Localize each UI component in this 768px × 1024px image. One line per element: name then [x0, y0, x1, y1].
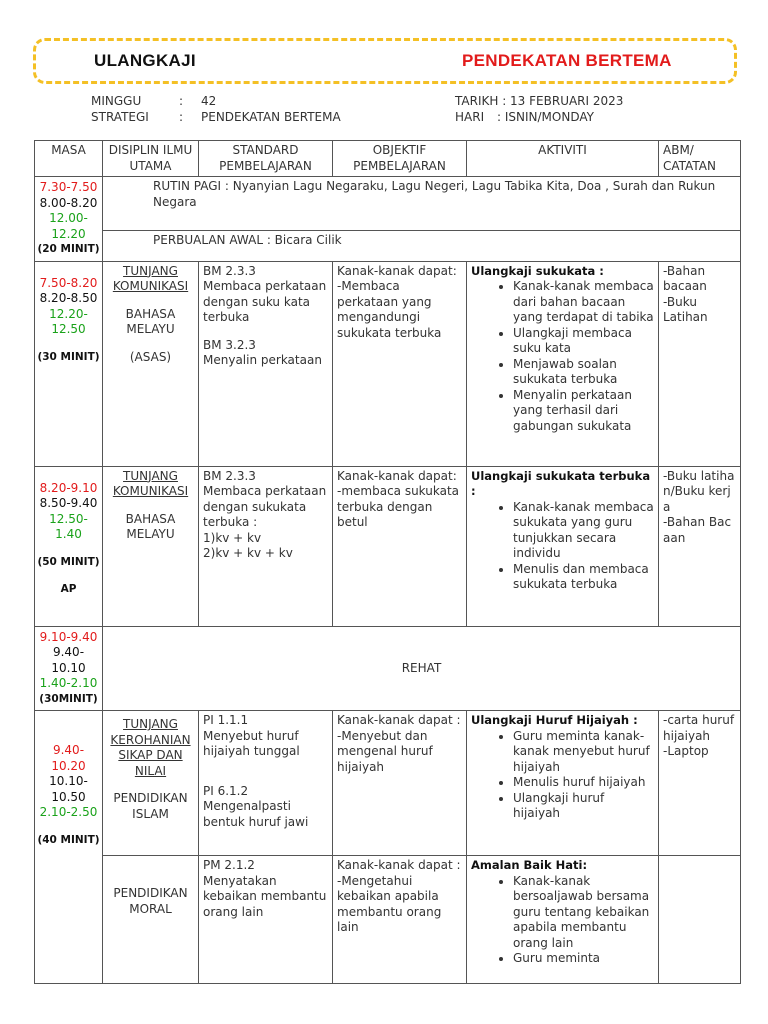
ap-tag: AP	[60, 583, 77, 595]
hari-value: : ISNIN/MONDAY	[497, 110, 594, 124]
abm-cell	[659, 261, 741, 466]
discipline-cell	[103, 466, 199, 626]
abm-item: -Buku Latihan	[663, 294, 708, 324]
table-row	[35, 230, 741, 261]
standard-code: BM 2.3.3	[203, 263, 256, 278]
abm-cell	[659, 856, 741, 984]
list-item: • Ulangkaji huruf hijaiyah	[513, 791, 654, 822]
minggu-label: MINGGU	[91, 94, 142, 108]
time-cell	[35, 177, 103, 262]
standard-cell	[199, 261, 333, 466]
list-item: • Kanak-kanak bersoaljawab bersama guru tentang kebaikan apabila membantu orang lain	[513, 874, 654, 952]
minggu-colon: :	[179, 94, 184, 108]
time-main: 10.10-10.50	[49, 774, 88, 804]
discipline-cell	[103, 856, 199, 984]
rehat-label: REHAT	[103, 626, 741, 711]
minggu-value: 42	[201, 94, 217, 108]
table-row	[35, 856, 741, 984]
table-row	[35, 711, 741, 856]
standard-cell	[199, 466, 333, 626]
strategi-label: STRATEGI	[91, 110, 149, 124]
duration: (30 MINIT)	[37, 350, 100, 363]
time-cell	[35, 261, 103, 466]
objective-text: -membaca sukukata terbuka dengan betul	[337, 484, 460, 529]
perbualan-awal: PERBUALAN AWAL : Bicara Cilik	[103, 230, 741, 261]
time-afternoon: 12.00-12.20	[49, 211, 88, 241]
activity-cell	[467, 466, 659, 626]
abm-item: -Laptop	[663, 744, 709, 758]
standard-code: PM 2.1.2	[203, 858, 255, 872]
standard-code: PI 6.1.2	[203, 783, 249, 798]
duration: (40 MINIT)	[37, 833, 100, 846]
strategi-value: PENDEKATAN BERTEMA	[201, 110, 341, 124]
activity-title: Amalan Baik Hati:	[471, 858, 588, 872]
time-morning: 7.30-7.50	[39, 180, 98, 194]
activity-cell	[467, 856, 659, 984]
time-afternoon: 12.20-12.50	[49, 306, 88, 336]
standard-code: BM 3.2.3	[203, 337, 256, 352]
strategi-colon: :	[179, 110, 184, 124]
standard-pattern: 1)kv + kv	[203, 530, 262, 545]
list-item: • Menjawab soalan sukukata terbuka	[513, 357, 654, 388]
tunjang-label: TUNJANG KEROHANIAN SIKAP DAN NILAI	[110, 717, 191, 778]
time-main: 8.20-8.50	[39, 291, 98, 305]
lesson-plan-table	[34, 140, 741, 984]
objective-cell	[333, 711, 467, 856]
list-item: • Menulis huruf hijaiyah	[513, 775, 654, 791]
time-cell	[35, 466, 103, 626]
col-header-standard: STANDARD PEMBELAJARAN	[199, 141, 333, 177]
objective-text: -Membaca perkataan yang mengandungi sukukata terbuka	[337, 279, 442, 340]
objective-intro: Kanak-kanak dapat :	[337, 858, 461, 872]
objective-cell	[333, 466, 467, 626]
abm-item: -Bahan Bacaan	[663, 515, 732, 545]
objective-intro: Kanak-kanak dapat:	[337, 263, 457, 278]
col-header-objektif: OBJEKTIF PEMBELAJARAN	[333, 141, 467, 177]
activity-title: Ulangkaji sukukata terbuka :	[471, 468, 651, 498]
time-morning: 9.40-10.20	[51, 743, 86, 773]
col-header-aktiviti: AKTIVITI	[467, 141, 659, 177]
time-afternoon: 2.10-2.50	[39, 805, 98, 819]
header-title: ULANGKAJI	[94, 51, 196, 70]
time-main: 8.00-8.20	[39, 195, 98, 210]
objective-intro: Kanak-kanak dapat:	[337, 468, 457, 483]
standard-text: Membaca perkataan dengan suku kata terbuka	[203, 279, 327, 324]
standard-code: PI 1.1.1	[203, 713, 249, 727]
tarikh: TARIKH : 13 FEBRUARI 2023	[455, 94, 624, 108]
abm-item: -carta huruf hijaiyah	[663, 713, 735, 743]
time-cell	[35, 626, 103, 711]
time-morning: 7.50-8.20	[39, 275, 98, 290]
objective-cell	[333, 261, 467, 466]
tunjang-label: TUNJANG KOMUNIKASI	[112, 468, 189, 498]
hari-label: HARI	[455, 110, 485, 124]
subject-label: PENDIDIKAN ISLAM	[113, 791, 188, 821]
list-item: • Menyalin perkataan yang terhasil dari gabungan sukukata	[513, 388, 654, 435]
table-row	[35, 177, 741, 231]
duration: (30MINIT)	[39, 692, 98, 705]
time-cell	[35, 711, 103, 984]
header-banner	[33, 38, 737, 84]
standard-text: Menyebut huruf hijaiyah tunggal	[203, 728, 300, 758]
list-item: • Guru meminta kanak-kanak menyebut huruf hijaiyah	[513, 729, 654, 776]
objective-cell	[333, 856, 467, 984]
list-item: • Kanak-kanak membaca dari bahan bacaan yang terdapat di tabika	[513, 279, 654, 326]
abm-item: -Bahan bacaan	[663, 263, 707, 293]
abm-item: -Buku latihan/Buku kerja	[663, 468, 735, 514]
col-header-disiplin: DISIPLIN ILMU UTAMA	[103, 141, 199, 177]
standard-cell	[199, 711, 333, 856]
subject-label: BAHASA MELAYU	[125, 306, 176, 336]
abm-cell	[659, 711, 741, 856]
col-header-abm: ABM/ CATATAN	[659, 141, 741, 177]
standard-pattern: 2)kv + kv + kv	[203, 546, 293, 560]
discipline-cell	[103, 261, 199, 466]
table-row	[35, 466, 741, 626]
subject-note: (ASAS)	[129, 349, 172, 364]
objective-text: -Mengetahui kebaikan apabila membantu orang lain	[337, 873, 442, 934]
rutin-pagi: RUTIN PAGI : Nyanyian Lagu Negaraku, Lagu Negeri, Lagu Tabika Kita, Doa , Surah dan Rukun Negara	[103, 177, 741, 231]
abm-cell	[659, 466, 741, 626]
list-item: • Ulangkaji membaca suku kata	[513, 326, 654, 357]
standard-text: Menyatakan kebaikan membantu orang lain	[203, 873, 327, 919]
activity-title: Ulangkaji sukukata :	[471, 263, 604, 278]
duration: (50 MINIT)	[37, 555, 100, 568]
activity-title: Ulangkaji Huruf Hijaiyah :	[471, 713, 638, 727]
time-main: 8.50-9.40	[39, 496, 98, 510]
standard-cell	[199, 856, 333, 984]
subject-label: BAHASA MELAYU	[125, 511, 176, 541]
list-item: • Menulis dan membaca sukukata terbuka	[513, 562, 654, 593]
time-afternoon: 12.50-1.40	[49, 511, 88, 541]
standard-code: BM 2.3.3	[203, 468, 256, 483]
tunjang-label: TUNJANG KOMUNIKASI	[112, 263, 189, 293]
activity-cell	[467, 711, 659, 856]
time-morning: 9.10-9.40	[39, 629, 98, 644]
table-row	[35, 626, 741, 711]
col-header-masa: MASA	[35, 141, 103, 177]
header-theme: PENDEKATAN BERTEMA	[462, 51, 672, 70]
duration: (20 MINIT)	[37, 243, 100, 255]
list-item: • Guru meminta	[513, 951, 654, 967]
time-main: 9.40-10.10	[51, 645, 86, 675]
list-item: • Kanak-kanak membaca sukukata yang guru tunjukkan secara individu	[513, 500, 654, 562]
discipline-cell	[103, 711, 199, 856]
standard-text: Menyalin perkataan	[203, 353, 322, 367]
time-morning: 8.20-9.10	[39, 480, 98, 495]
table-header-row	[35, 141, 741, 177]
objective-text: -Menyebut dan mengenal huruf hijaiyah	[337, 728, 433, 774]
subject-label: PENDIDIKAN MORAL	[113, 886, 188, 916]
standard-text: Membaca perkataan dengan sukukata terbuka :	[203, 484, 327, 529]
time-afternoon: 1.40-2.10	[39, 676, 98, 690]
standard-text: Mengenalpasti bentuk huruf jawi	[203, 799, 309, 829]
objective-intro: Kanak-kanak dapat :	[337, 713, 461, 727]
table-row	[35, 261, 741, 466]
activity-cell	[467, 261, 659, 466]
